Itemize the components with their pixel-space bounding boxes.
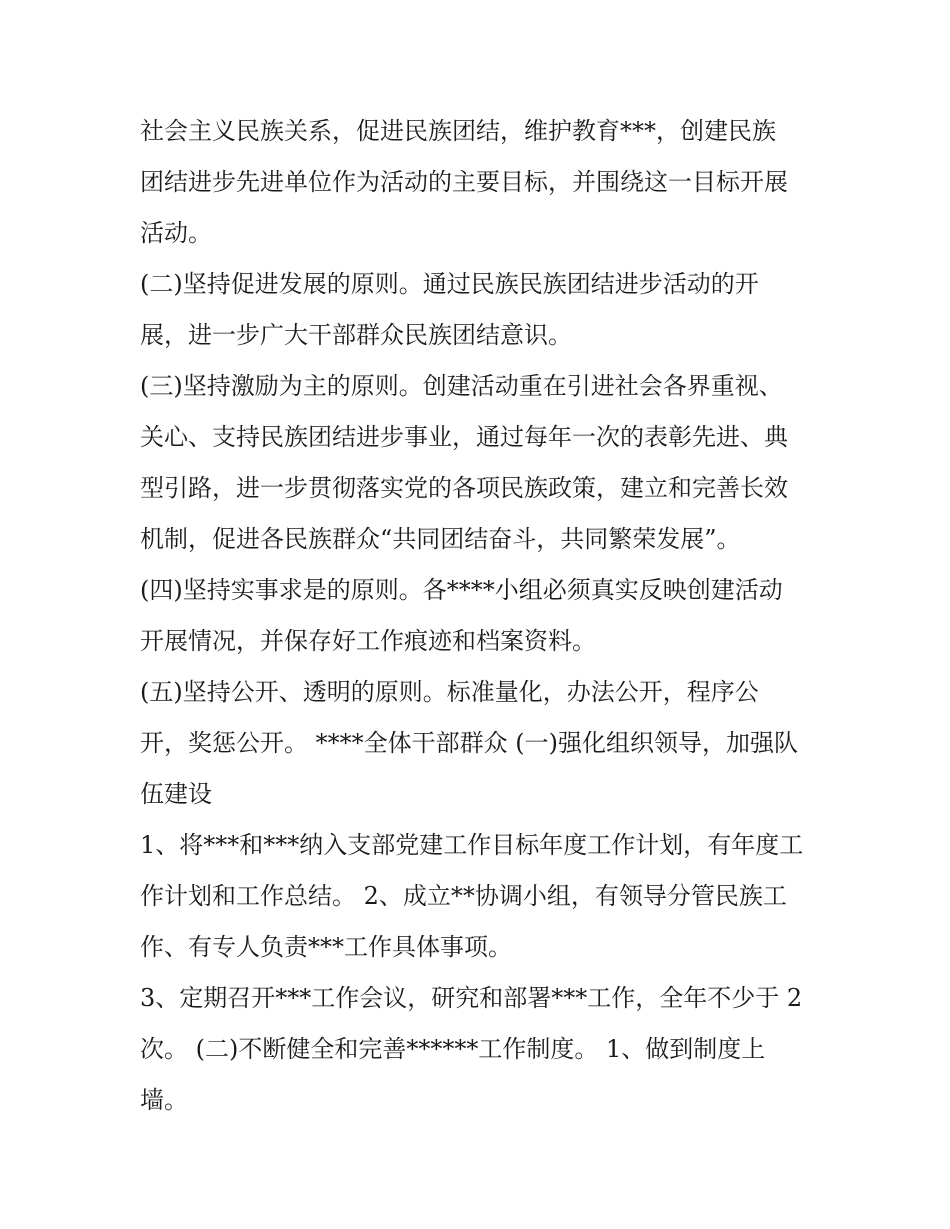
text-line: 团结进步先进单位作为活动的主要目标，并围绕这一目标开展 (140, 168, 788, 196)
body-text (140, 106, 820, 1126)
text-line: 墙。 (140, 1086, 188, 1114)
text-line: (二)坚持促进发展的原则。通过民族民族团结进步活动的开 (140, 270, 759, 298)
text-line: 型引路，进一步贯彻落实党的各项民族政策，建立和完善长效 (140, 474, 788, 502)
text-line: 展，进一步广大干部群众民族团结意识。 (140, 321, 572, 349)
text-line: 活动。 (140, 219, 212, 247)
text-line: 1、将***和***纳入支部党建工作目标年度工作计划，有年度工 (140, 831, 804, 859)
text-line: 开展情况，并保存好工作痕迹和档案资料。 (140, 627, 596, 655)
text-line: 开，奖惩公开。 ****全体干部群众 (一)强化组织领导，加强队 (140, 729, 798, 757)
text-line: 3、定期召开***工作会议，研究和部署***工作，全年不少于 2 (140, 984, 803, 1012)
text-line: 关心、支持民族团结进步事业，通过每年一次的表彰先进、典 (140, 423, 788, 451)
text-line: (四)坚持实事求是的原则。各****小组必须真实反映创建活动 (140, 576, 783, 604)
text-line: 作计划和工作总结。 2、成立**协调小组，有领导分管民族工 (140, 882, 787, 910)
text-line: (三)坚持激励为主的原则。创建活动重在引进社会各界重视、 (140, 372, 783, 400)
text-line: (五)坚持公开、透明的原则。标准量化，办法公开，程序公 (140, 678, 759, 706)
text-line: 机制，促进各民族群众“共同团结奋斗，共同繁荣发展”。 (140, 525, 741, 553)
text-line: 次。 (二)不断健全和完善******工作制度。 1、做到制度上 (140, 1035, 766, 1063)
text-line: 作、有专人负责***工作具体事项。 (140, 933, 512, 961)
text-line: 社会主义民族关系，促进民族团结，维护教育***，创建民族 (140, 117, 776, 145)
text-line: 伍建设 (140, 780, 212, 808)
